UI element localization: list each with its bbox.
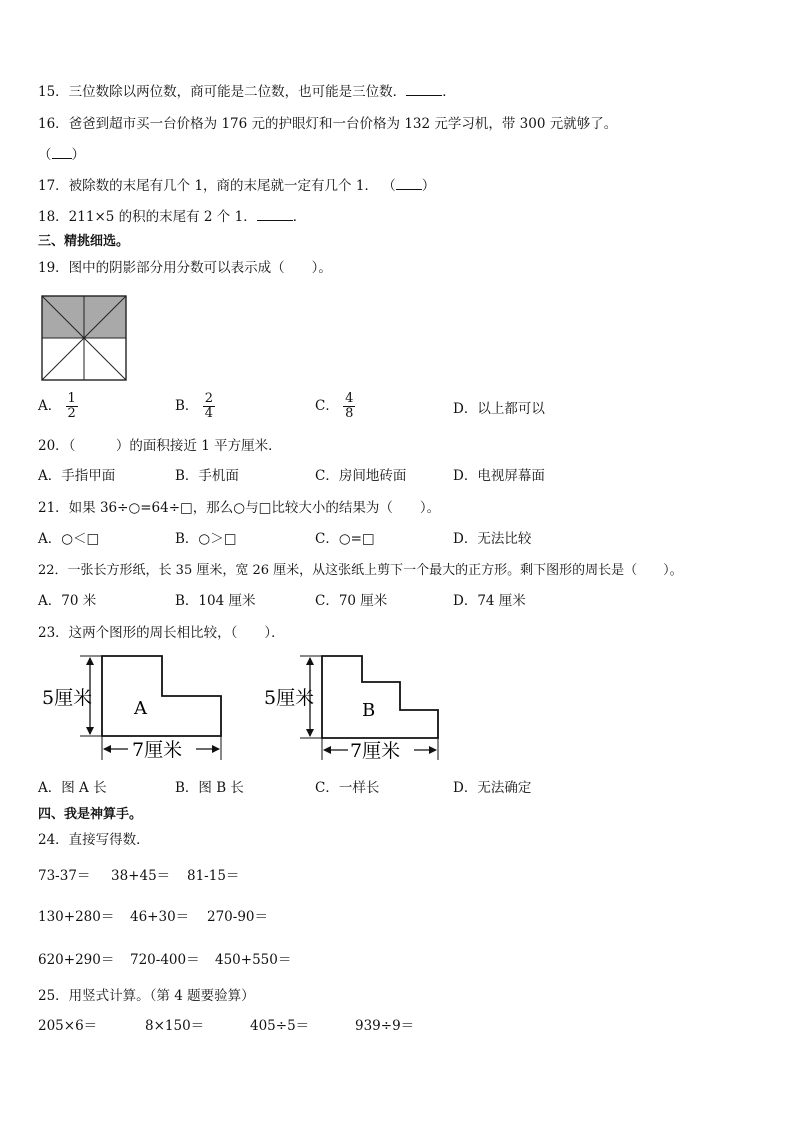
width-label: 7厘米 (350, 740, 401, 762)
fraction (66, 392, 78, 421)
calc-item: 939÷9＝ (355, 1018, 415, 1034)
option-21-d[interactable]: D．无法比较 (453, 531, 532, 547)
question-16-answer (38, 144, 85, 165)
paren-close: ） (421, 178, 436, 194)
shaded-square-figure (40, 294, 128, 382)
question-19 (38, 258, 332, 278)
calc-item: 130+280＝ (38, 909, 115, 925)
option-label: C． (315, 398, 339, 414)
question-15-end: ． (442, 84, 456, 100)
height-label: 5厘米 (264, 687, 315, 709)
question-22: 22．一张长方形纸，长 35 厘米，宽 26 厘米，从这张纸上剪下一个最大的正方形。剩下图形的周长是（ ）。 (38, 563, 683, 578)
paren-open: （ (38, 147, 52, 163)
question-18-text: 18．211×5 的积的末尾有 2 个 1． (38, 209, 257, 225)
answer-blank[interactable] (52, 144, 72, 159)
option-19-a[interactable] (38, 392, 78, 421)
figure-a (40, 650, 240, 765)
option-19-c[interactable] (315, 392, 355, 421)
option-23-c[interactable]: C．一样长 (315, 780, 380, 796)
answer-blank[interactable] (406, 81, 442, 96)
height-label: 5厘米 (42, 687, 93, 709)
question-24: 24．直接写得数． (38, 832, 150, 848)
option-21-b[interactable]: B．○＞□ (175, 531, 237, 547)
option-20-b[interactable]: B．手机面 (175, 468, 239, 484)
numerator: 1 (67, 391, 76, 406)
question-21: 21．如果 36÷○=64÷□，那么○与□比较大小的结果为（ ）。 (38, 500, 441, 516)
answer-blank[interactable] (257, 206, 293, 221)
shape-a-label: A (134, 698, 147, 719)
question-18-end: ． (292, 209, 307, 225)
question-20: 20．（ ）的面积接近 1 平方厘米． (38, 438, 282, 454)
section-heading-3: 三、精挑细选。 (38, 234, 130, 249)
shape-b-label: B (362, 700, 376, 721)
fraction (343, 392, 355, 421)
question-15 (38, 81, 456, 102)
option-22-c[interactable]: C．70 厘米 (315, 593, 388, 609)
option-21-c[interactable]: C．○=□ (315, 531, 375, 547)
calc-item: 450+550＝ (215, 952, 292, 968)
question-25: 25．用竖式计算。（第 4 题要验算） (38, 988, 255, 1004)
calc-item: 270-90＝ (207, 909, 269, 925)
section-heading-4: 四、我是神算手。 (38, 807, 143, 822)
calc-item: 620+290＝ (38, 952, 115, 968)
calc-item: 81-15＝ (187, 868, 240, 884)
option-23-a[interactable]: A．图 A 长 (38, 780, 107, 796)
paren-open: （ (382, 178, 396, 194)
figure-b (262, 650, 462, 765)
question-19-text: 19．图中的阴影部分用分数可以表示成（ ）。 (38, 260, 332, 276)
denominator: 8 (345, 406, 354, 421)
option-22-a[interactable]: A．70 米 (38, 593, 97, 609)
calc-item: 205×6＝ (38, 1018, 98, 1034)
calc-item: 73-37＝ (38, 868, 91, 884)
paren-close: ） (71, 147, 85, 163)
question-17-text: 17．被除数的末尾有几个 1，商的末尾就一定有几个 1． (38, 178, 378, 194)
question-18 (38, 206, 306, 227)
option-22-d[interactable]: D．74 厘米 (453, 593, 526, 609)
option-21-a[interactable]: A．○＜□ (38, 531, 100, 547)
option-20-a[interactable]: A．手指甲面 (38, 468, 116, 484)
numerator: 2 (204, 391, 213, 406)
option-20-d[interactable]: D．电视屏幕面 (453, 468, 545, 484)
calc-item: 720-400＝ (130, 952, 200, 968)
denominator: 4 (204, 406, 213, 421)
option-label: A． (38, 398, 62, 414)
calc-item: 8×150＝ (145, 1018, 205, 1034)
question-16 (38, 114, 617, 134)
calc-item: 405÷5＝ (250, 1018, 310, 1034)
question-16-text: 16．爸爸到超市买一台价格为 176 元的护眼灯和一台价格为 132 元学习机，带 300 元就够了。 (38, 116, 618, 132)
question-17 (38, 175, 435, 196)
option-20-c[interactable]: C．房间地砖面 (315, 468, 407, 484)
width-label: 7厘米 (132, 739, 183, 761)
fraction (203, 392, 215, 421)
option-23-d[interactable]: D．无法确定 (453, 780, 532, 796)
option-label: B． (175, 398, 199, 414)
shape-b-outline (322, 656, 438, 738)
calc-item: 38+45＝ (111, 868, 171, 884)
denominator: 2 (67, 406, 76, 421)
shape-a-outline (102, 656, 221, 736)
numerator: 4 (345, 391, 354, 406)
question-23: 23．这两个图形的周长相比较，（ ）． (38, 625, 285, 641)
option-19-d[interactable]: D．以上都可以 (453, 401, 545, 417)
calc-item: 46+30＝ (130, 909, 190, 925)
question-15-text: 15．三位数除以两位数，商可能是二位数，也可能是三位数． (38, 84, 407, 100)
option-19-b[interactable] (175, 392, 215, 421)
answer-blank[interactable] (396, 175, 422, 190)
option-22-b[interactable]: B．104 厘米 (175, 593, 256, 609)
option-23-b[interactable]: B．图 B 长 (175, 780, 244, 796)
